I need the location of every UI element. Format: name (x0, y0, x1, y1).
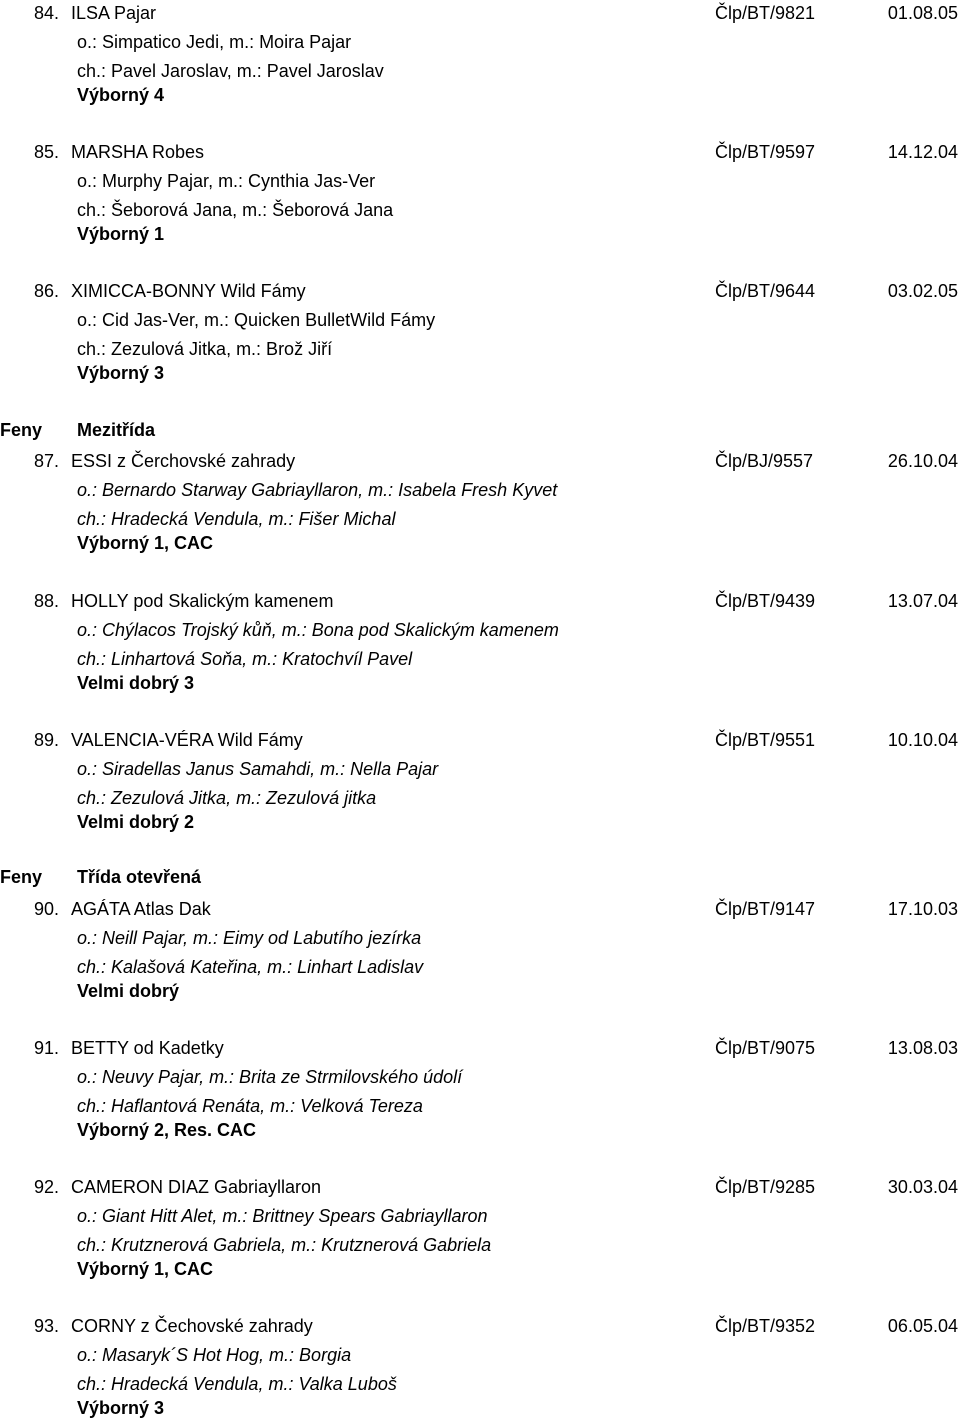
section-heading (0, 868, 960, 890)
registration-number: Člp/BT/9352 (715, 1316, 816, 1336)
entry-number: 91. (34, 1038, 60, 1058)
dog-name: AGÁTA Atlas Dak (71, 899, 211, 919)
breeder-owner: ch.: Zezulová Jitka, m.: Zezulová jitka (77, 788, 377, 808)
result-grade: Velmi dobrý 3 (77, 673, 195, 693)
registration-number: Člp/BT/9551 (715, 730, 816, 750)
breeder-owner: ch.: Hradecká Vendula, m.: Valka Luboš (77, 1374, 397, 1394)
birth-date: 13.07.04 (887, 591, 958, 611)
dog-name: VALENCIA-VÉRA Wild Fámy (71, 730, 303, 750)
sire-dam: o.: Simpatico Jedi, m.: Moira Pajar (77, 32, 352, 52)
registration-number: Člp/BT/9285 (715, 1177, 816, 1197)
registration-number: Člp/BJ/9557 (715, 451, 814, 471)
entry-number: 88. (34, 591, 60, 611)
entry-number: 90. (34, 899, 60, 919)
sire-dam: o.: Giant Hitt Alet, m.: Brittney Spears Gabriayllaron (77, 1206, 488, 1226)
dog-name: BETTY od Kadetky (71, 1038, 224, 1058)
result-grade: Výborný 1, CAC (77, 533, 214, 553)
registration-number: Člp/BT/9147 (715, 899, 816, 919)
breeder-owner: ch.: Hradecká Vendula, m.: Fišer Michal (77, 509, 396, 529)
sire-dam: o.: Chýlacos Trojský kůň, m.: Bona pod Skalickým kamenem (77, 620, 559, 640)
dog-name: XIMICCA-BONNY Wild Fámy (71, 281, 306, 301)
birth-date: 26.10.04 (887, 451, 958, 471)
result-grade: Velmi dobrý 2 (77, 812, 195, 832)
sire-dam: o.: Bernardo Starway Gabriayllaron, m.: Isabela Fresh Kyvet (77, 480, 558, 500)
registration-number: Člp/BT/9821 (715, 3, 816, 23)
result-grade: Výborný 3 (77, 363, 165, 383)
section-heading (0, 421, 960, 443)
birth-date: 13.08.03 (887, 1038, 958, 1058)
breeder-owner: ch.: Linhartová Soňa, m.: Kratochvíl Pavel (77, 649, 413, 669)
dog-name: MARSHA Robes (71, 142, 205, 162)
registration-number: Člp/BT/9075 (715, 1038, 816, 1058)
birth-date: 17.10.03 (887, 899, 958, 919)
entry-number: 92. (34, 1177, 60, 1197)
sire-dam: o.: Murphy Pajar, m.: Cynthia Jas-Ver (77, 171, 376, 191)
sire-dam: o.: Neuvy Pajar, m.: Brita ze Strmilovského údolí (77, 1067, 463, 1087)
entry-number: 85. (34, 142, 60, 162)
birth-date: 30.03.04 (887, 1177, 958, 1197)
dog-name: HOLLY pod Skalickým kamenem (71, 591, 334, 611)
birth-date: 03.02.05 (887, 281, 958, 301)
result-grade: Výborný 2, Res. CAC (77, 1120, 257, 1140)
entry-number: 89. (34, 730, 60, 750)
section-label: Feny (0, 867, 43, 887)
registration-number: Člp/BT/9439 (715, 591, 816, 611)
sire-dam: o.: Neill Pajar, m.: Eimy od Labutího jezírka (77, 928, 422, 948)
result-grade: Výborný 3 (77, 1398, 165, 1418)
birth-date: 06.05.04 (887, 1316, 958, 1336)
sire-dam: o.: Masaryk´S Hot Hog, m.: Borgia (77, 1345, 352, 1365)
section-label: Feny (0, 420, 43, 440)
birth-date: 01.08.05 (887, 3, 958, 23)
dog-name: ILSA Pajar (71, 3, 157, 23)
dog-name: CORNY z Čechovské zahrady (71, 1316, 313, 1336)
sire-dam: o.: Siradellas Janus Samahdi, m.: Nella Pajar (77, 759, 439, 779)
result-grade: Velmi dobrý (77, 981, 180, 1001)
entry-number: 86. (34, 281, 60, 301)
result-grade: Výborný 1, CAC (77, 1259, 214, 1279)
entry-number: 93. (34, 1316, 60, 1336)
birth-date: 14.12.04 (887, 142, 958, 162)
entry-number: 87. (34, 451, 60, 471)
breeder-owner: ch.: Kalašová Kateřina, m.: Linhart Ladislav (77, 957, 424, 977)
sire-dam: o.: Cid Jas-Ver, m.: Quicken BulletWild Fámy (77, 310, 436, 330)
breeder-owner: ch.: Šeborová Jana, m.: Šeborová Jana (77, 200, 394, 220)
breeder-owner: ch.: Pavel Jaroslav, m.: Pavel Jaroslav (77, 61, 384, 81)
entry-number: 84. (34, 3, 60, 23)
breeder-owner: ch.: Krutznerová Gabriela, m.: Krutznerová Gabriela (77, 1235, 492, 1255)
dog-name: CAMERON DIAZ Gabriayllaron (71, 1177, 322, 1197)
breeder-owner: ch.: Zezulová Jitka, m.: Brož Jiří (77, 339, 333, 359)
dog-name: ESSI z Čerchovské zahrady (71, 451, 296, 471)
birth-date: 10.10.04 (887, 730, 958, 750)
registration-number: Člp/BT/9644 (715, 281, 816, 301)
registration-number: Člp/BT/9597 (715, 142, 816, 162)
result-grade: Výborný 1 (77, 224, 165, 244)
breeder-owner: ch.: Haflantová Renáta, m.: Velková Tereza (77, 1096, 423, 1116)
section-class: Mezitřída (77, 420, 156, 440)
result-grade: Výborný 4 (77, 85, 165, 105)
section-class: Třída otevřená (77, 867, 202, 887)
